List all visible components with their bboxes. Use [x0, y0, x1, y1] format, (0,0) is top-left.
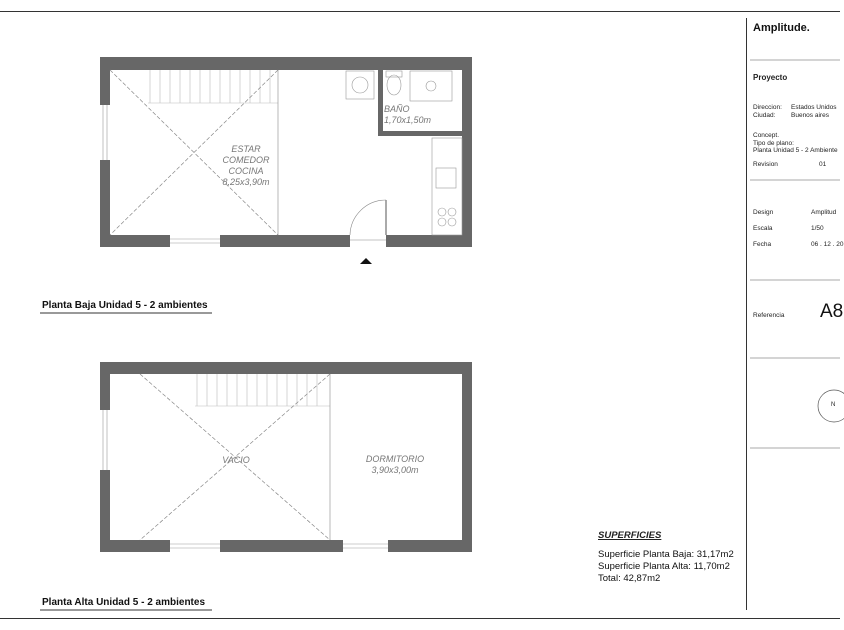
design-label: Design [753, 209, 774, 216]
referencia-value: A8 [820, 301, 844, 322]
superficies-block [598, 530, 743, 585]
concept-label: Concept. [753, 132, 780, 139]
north-label: N [831, 402, 836, 408]
proyecto-label: Proyecto [753, 73, 788, 82]
design-value: Amplitud [811, 209, 837, 216]
escala-value: 1/50 [811, 225, 824, 232]
direccion-value: Estados Unidos [791, 104, 837, 111]
superficie-total: Total: 42,87m2 [598, 573, 661, 584]
room-bano-label: BAÑO 1,70x1,50m [384, 104, 432, 125]
brand-name: Amplitude. [753, 22, 810, 34]
entrance-arrow-icon [360, 258, 372, 264]
superficie-alta: Superficie Planta Alta: 11,70m2 [598, 561, 730, 572]
ciudad-label: Ciudad: [753, 112, 776, 119]
room-dormitorio-label: DORMITORIO 3,90x3,00m [365, 454, 425, 475]
planta-alta-title: Planta Alta Unidad 5 - 2 ambientes [42, 597, 206, 608]
superficie-baja: Superficie Planta Baja: 31,17m2 [598, 549, 734, 560]
tipo-label: Tipo de plano: [753, 140, 794, 147]
direccion-label: Direccion: [753, 104, 782, 111]
fecha-label: Fecha [753, 241, 772, 248]
room-vacio-label: VACIO [222, 455, 250, 465]
escala-label: Escala [753, 225, 773, 232]
ciudad-value: Buenos aires [791, 112, 829, 119]
fecha-value: 06 . 12 . 20 [811, 241, 844, 248]
revision-label: Revision [753, 161, 778, 168]
room-estar-label: ESTAR COMEDOR COCINA 8,25x3,90m [222, 144, 270, 187]
tipo-value: Planta Unidad 5 - 2 Ambiente [753, 147, 838, 154]
superficies-title: SUPERFICIES [598, 530, 662, 541]
referencia-label: Referencia [753, 312, 785, 319]
revision-value: 01 [819, 161, 827, 168]
planta-baja-title: Planta Baja Unidad 5 - 2 ambientes [42, 300, 208, 311]
